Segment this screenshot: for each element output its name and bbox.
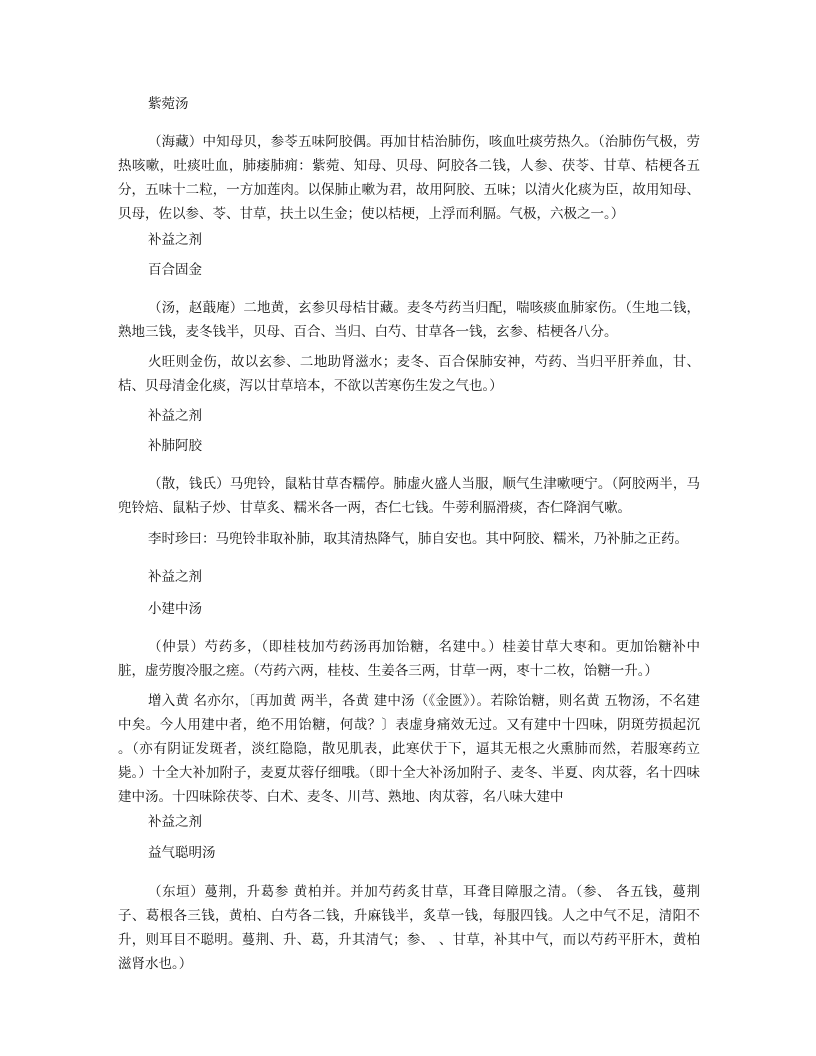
section-title-yiqi-congming-tang: 益气聪明汤 <box>148 845 216 861</box>
section-title-xiao-jianzhong-tang: 小建中汤 <box>148 601 202 617</box>
category-heading: 补益之剂 <box>148 408 202 424</box>
category-heading: 补益之剂 <box>148 569 202 585</box>
paragraph-ziwan-tang: （海藏）中知母贝，参苓五味阿胶偶。再加甘桔治肺伤，咳血吐痰劳热久。（治肺伤气极，劳热咳嗽，吐痰吐血，肺痿肺痈：紫菀、知母、贝母、阿胶各二钱，人参、茯苓、甘草、桔梗各五分，五味十二粒，一方加莲肉。以保肺止嗽为君，故用阿胶、五味；以清火化痰为臣，故用知母、贝母，佐以参、苓、甘草，扶土以生金；使以桔梗，上浮而利膈。气极，六极之一。） <box>118 134 700 222</box>
paragraph-bufei-ejiao-2: 李时珍曰：马兜铃非取补肺，取其清热降气，肺自安也。其中阿胶、糯米，乃补肺之正药。 <box>148 531 688 547</box>
paragraph-baihe-gujin-1: （汤，赵蕺庵）二地黄，玄参贝母桔甘藏。麦冬芍药当归配，喘咳痰血肺家伤。（生地二钱，熟地三钱，麦冬钱半，贝母、百合、当归、白芍、甘草各一钱，玄参、桔梗各八分。 <box>118 300 700 340</box>
paragraph-xiao-jianzhong-2: 增入黄 名亦尔，〔再加黄 两半，各黄 建中汤（《金匮》）。若除饴糖，则名黄 五物汤，不名建中矣。今人用建中者，绝不用饴糖，何哉？〕表虚身痛效无过。又有建中十四味，阴斑劳损起沉 。（亦有阴证发斑者，淡红隐隐，散见肌表，此寒伏于下，逼其无根之火熏肺而然，若服寒药立毙。）十全大补加附子，麦夏苁蓉仔细哦。（即十全大补汤加附子、麦冬、半夏、肉苁蓉，名十四味建中汤。十四味除茯苓、白术、麦冬、川芎、熟地、肉苁蓉，名八味大建中 <box>118 693 700 805</box>
category-heading: 补益之剂 <box>148 232 202 248</box>
paragraph-xiao-jianzhong-1: （仲景）芍药多，（即桂枝加芍药汤再加饴糖，名建中。）桂姜甘草大枣和。更加饴糖补中脏，虚劳腹冷服之瘥。（芍药六两，桂枝、生姜各三两，甘草一两，枣十二枚，饴糖一升。） <box>118 639 700 679</box>
section-title-bufei-ejiao: 补肺阿胶 <box>148 438 202 454</box>
category-heading: 补益之剂 <box>148 814 202 830</box>
section-title-ziwan-tang: 紫菀汤 <box>148 96 189 112</box>
paragraph-bufei-ejiao-1: （散，钱氏）马兜铃，鼠粘甘草杏糯停。肺虚火盛人当服，顺气生津嗽哽宁。（阿胶两半，马兜铃焙、鼠粘子炒、甘草炙、糯米各一两，杏仁七钱。牛蒡利膈滑痰，杏仁降润气嗽。 <box>118 476 700 516</box>
paragraph-yiqi-congming: （东垣）蔓荆，升葛参 黄柏并。并加芍药炙甘草，耳聋目障服之清。（参、 各五钱，蔓荆子、葛根各三钱，黄柏、白芍各二钱，升麻钱半，炙草一钱，每服四钱。人之中气不足，清阳不升，则耳目不聪明。蔓荆、升、葛，升其清气；参、 、甘草，补其中气，而以芍药平肝木，黄柏滋肾水也。） <box>118 884 700 972</box>
paragraph-baihe-gujin-2: 火旺则金伤，故以玄参、二地助肾滋水；麦冬、百合保肺安神，芍药、当归平肝养血，甘、桔、贝母清金化痰，泻以甘草培本，不欲以苦寒伤生发之气也。） <box>118 354 700 394</box>
section-title-baihe-gujin: 百合固金 <box>148 262 202 278</box>
